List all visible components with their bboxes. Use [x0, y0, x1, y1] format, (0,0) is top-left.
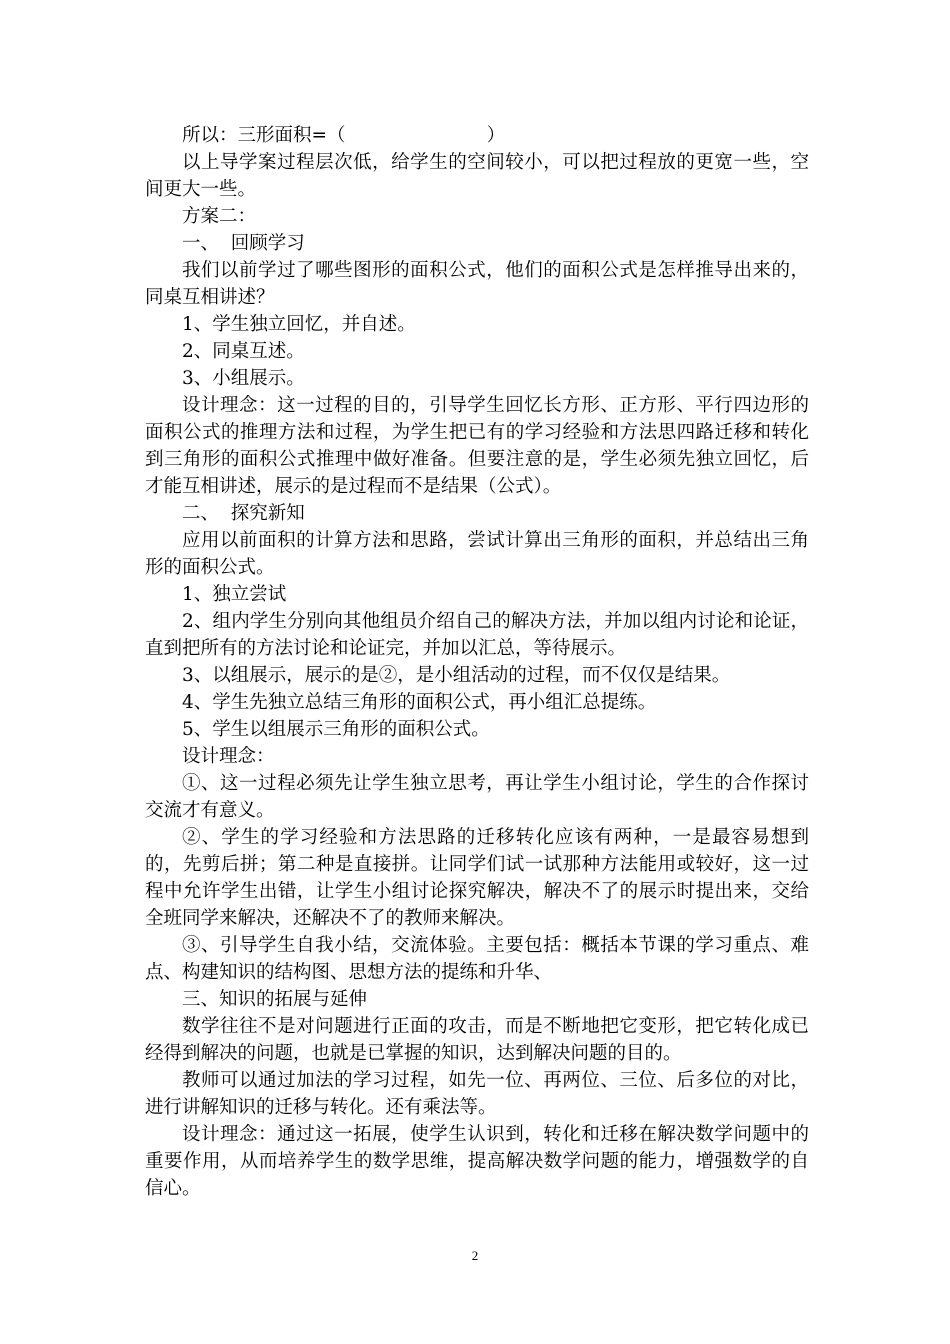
paragraph-review-question: 我们以前学过了哪些图形的面积公式，他们的面积公式是怎样推导出来的，同桌互相讲述？ [145, 260, 809, 308]
list-item-design-circle-1: ①、这一过程必须先让学生独立思考，再让学生小组讨论，学生的合作探讨交流才有意义。 [145, 773, 809, 821]
list-item-explore-4: 4、学生先独立总结三角形的面积公式，再小组汇总提练。 [182, 692, 657, 713]
paragraph-extension-teacher: 教师可以通过加法的学习过程，如先一位、再两位、三位、后多位的对比，进行讲解知识的迁移与转化。还有乘法等。 [145, 1070, 809, 1118]
paragraph-plan-two-heading: 方案二： [182, 206, 257, 227]
section-heading-review: 一、 回顾学习 [182, 233, 305, 254]
paragraph-explore-intro: 应用以前面积的计算方法和思路，尝试计算出三角形的面积，并总结出三角形的面积公式。 [145, 530, 809, 578]
list-item-review-1: 1、学生独立回忆，并自述。 [182, 314, 416, 335]
page-number: 2 [471, 1248, 479, 1263]
section-heading-explore: 二、 探究新知 [182, 503, 305, 524]
list-item-explore-2: 2、组内学生分别向其他组员介绍自己的解决方法，并加以组内讨论和论证，直到把所有的方法讨论和论证完，并加以汇总，等待展示。 [145, 611, 809, 659]
list-item-review-3: 3、小组展示。 [182, 368, 305, 389]
paragraph-extension-math: 数学往往不是对问题进行正面的攻击，而是不断地把它变形，把它转化成已经得到解决的问题，也就是已掌握的知识，达到解决问题的目的。 [145, 1016, 809, 1064]
list-item-design-circle-3: ③、引导学生自我小结，交流体验。主要包括：概括本节课的学习重点、难点、构建知识的结构图、思想方法的提练和升华、 [145, 935, 809, 983]
paragraph-comment-guide: 以上导学案过程层次低，给学生的空间较小，可以把过程放的更宽一些，空间更大一些。 [145, 152, 809, 200]
list-item-design-circle-2: ②、学生的学习经验和方法思路的迁移转化应该有两种，一是最容易想到的，先剪后拼；第二种是直接拼。让同学们试一试那种方法能用或较好，这一过程中允许学生出错，让学生小组讨论探究解决，解决不了的展示时提出来，交给全班同学来解决，还解决不了的教师来解决。 [145, 827, 809, 929]
paragraph-design-idea-3: 设计理念：通过这一拓展，使学生认识到，转化和迁移在解决数学问题中的重要作用，从而培养学生的数学思维，提高解决数学问题的能力，增强数学的自信心。 [145, 1124, 809, 1199]
paragraph-area-formula: 所以：三形面积=（ ） [182, 125, 506, 146]
document-body [145, 122, 809, 1202]
list-item-review-2: 2、同桌互述。 [182, 341, 305, 362]
list-item-explore-3: 3、以组展示，展示的是②，是小组活动的过程，而不仅仅是结果。 [182, 665, 731, 686]
section-heading-extension: 三、知识的拓展与延伸 [182, 989, 368, 1010]
paragraph-design-idea-2-heading: 设计理念： [182, 746, 275, 767]
list-item-explore-5: 5、学生以组展示三角形的面积公式。 [182, 719, 490, 740]
paragraph-design-idea-1: 设计理念：这一过程的目的，引导学生回忆长方形、正方形、平行四边形的面积公式的推理方法和过程，为学生把已有的学习经验和方法思四路迁移和转化到三角形的面积公式推理中做好准备。但要注意的是，学生必须先独立回忆，后才能互相讲述，展示的是过程而不是结果（公式）。 [145, 395, 809, 497]
list-item-explore-1: 1、独立尝试 [182, 584, 287, 605]
